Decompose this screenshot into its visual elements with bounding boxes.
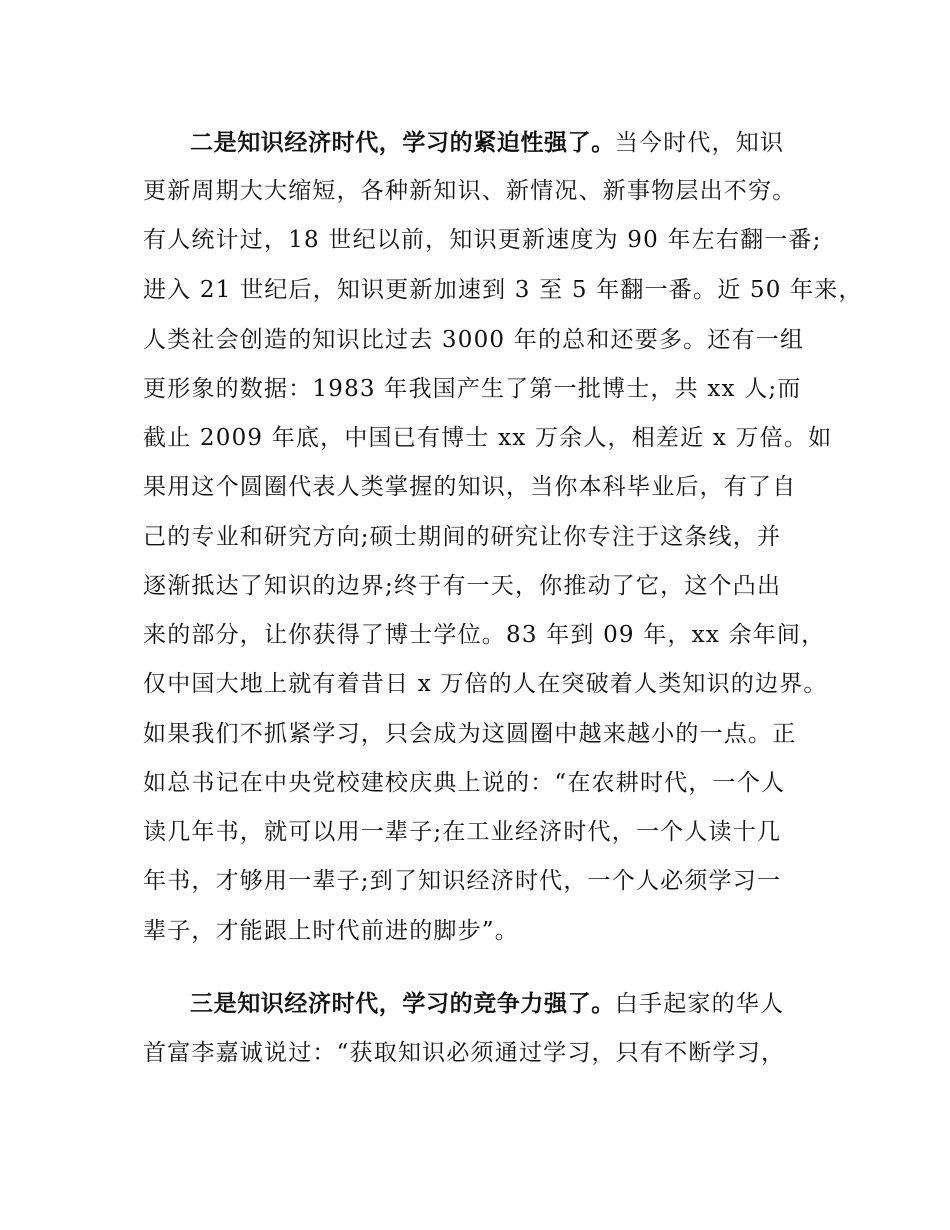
paragraph-1-line-5: 人类社会创造的知识比过去 3000 年的总和还要多。还有一组 — [143, 327, 805, 353]
paragraph-1-line-14: 如总书记在中央党校建校庆典上说的：“在农耕时代，一个人 — [143, 770, 786, 796]
paragraph-2-line-1 — [190, 986, 830, 1022]
paragraph-1-line-12: 仅中国大地上就有着昔日 x 万倍的人在突破着人类知识的边界。 — [143, 671, 828, 697]
paragraph-1-line-10: 逐渐抵达了知识的边界;终于有一天，你推动了它，这个凸出 — [143, 573, 782, 599]
paragraph-2-text: 白手起家的华人 — [614, 991, 785, 1017]
paragraph-1-line-6: 更形象的数据：1983 年我国产生了第一批博士，共 xx 人;而 — [143, 376, 802, 402]
paragraph-1-line-16: 年书，才够用一辈子;到了知识经济时代，一个人必须学习一 — [143, 868, 782, 894]
paragraph-1-line-9: 己的专业和研究方向;硕士期间的研究让你专注于这条线，并 — [143, 524, 782, 550]
paragraph-1-line-2: 更新周期大大缩短，各种新知识、新情况、新事物层出不穷。 — [143, 178, 797, 204]
paragraph-1-line-1 — [190, 125, 830, 161]
paragraph-1-line-8: 果用这个圆圈代表人类掌握的知识，当你本科毕业后，有了自 — [143, 474, 797, 500]
paragraph-1-heading: 二是知识经济时代，学习的紧迫性强了。 — [190, 130, 615, 156]
paragraph-1-text: 当今时代，知识 — [614, 130, 785, 156]
paragraph-1-line-13: 如果我们不抓紧学习，只会成为这圆圈中越来越小的一点。正 — [143, 721, 797, 747]
paragraph-2-heading: 三是知识经济时代，学习的竞争力强了。 — [190, 991, 615, 1017]
paragraph-1-line-17: 辈子，才能跟上时代前进的脚步”。 — [143, 918, 519, 944]
paragraph-1-line-15: 读几年书，就可以用一辈子;在工业经济时代，一个人读十几 — [143, 819, 782, 845]
paragraph-1-line-4: 进入 21 世纪后，知识更新加速到 3 至 5 年翻一番。近 50 年来， — [143, 277, 863, 303]
paragraph-1-line-3: 有人统计过，18 世纪以前，知识更新速度为 90 年左右翻一番; — [143, 227, 822, 253]
paragraph-2-line-2: 首富李嘉诚说过：“获取知识必须通过学习，只有不断学习， — [143, 1040, 786, 1066]
paragraph-1-line-11: 来的部分，让你获得了博士学位。83 年到 09 年，xx 余年间， — [143, 622, 826, 648]
paragraph-1-line-7: 截止 2009 年底，中国已有博士 xx 万余人，相差近 x 万倍。如 — [143, 425, 833, 451]
